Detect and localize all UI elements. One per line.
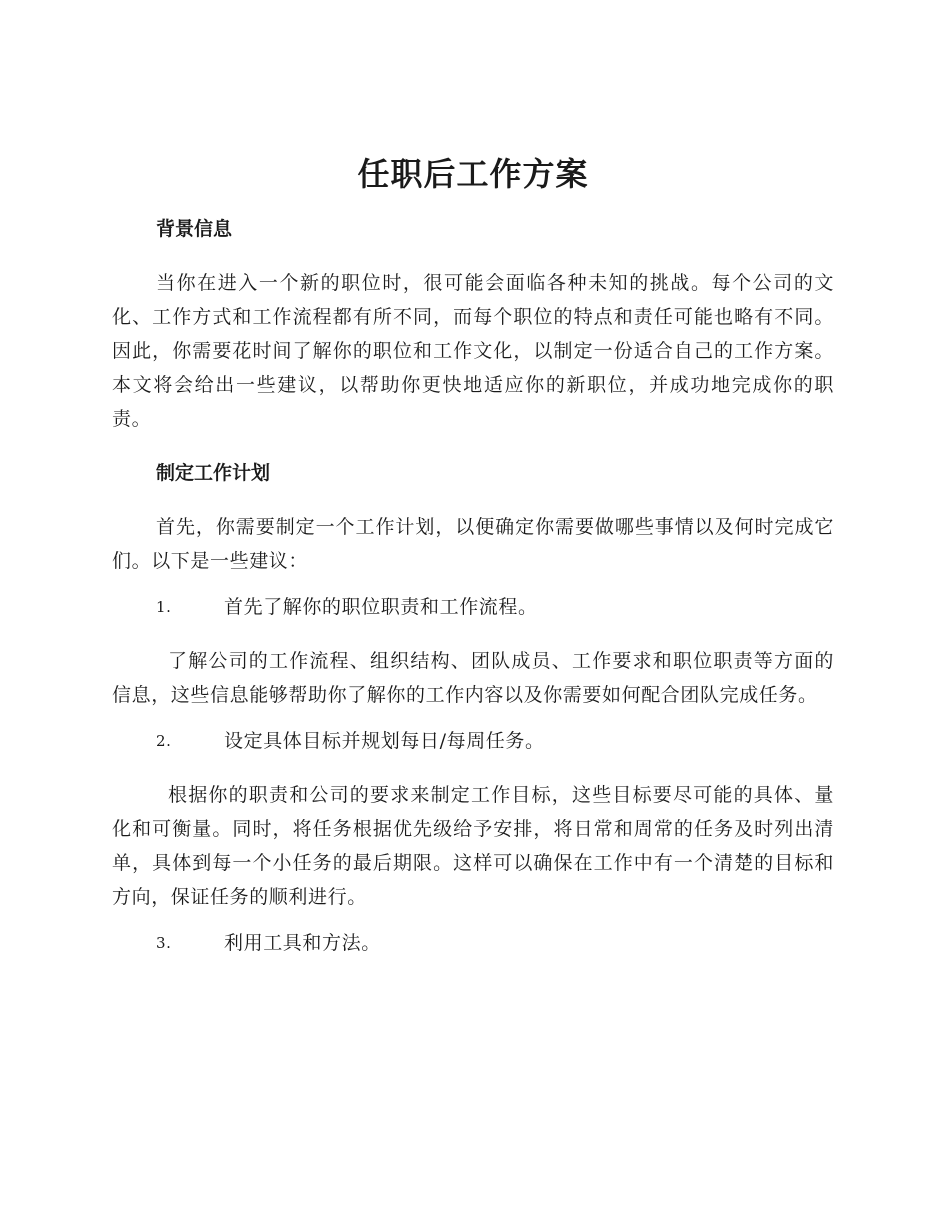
list-item <box>112 592 834 622</box>
list-number: 1. <box>156 598 172 616</box>
list-item-title: 利用工具和方法。 <box>224 932 381 954</box>
list-item <box>112 928 834 958</box>
section-heading: 制定工作计划 <box>156 462 271 484</box>
paragraph: 首先，你需要制定一个工作计划，以便确定你需要做哪些事情以及何时完成它们。以下是一些建议： <box>112 516 834 572</box>
document-page <box>112 150 834 980</box>
document-title: 任职后工作方案 <box>357 155 589 193</box>
list-item-title: 首先了解你的职位职责和工作流程。 <box>224 596 538 618</box>
list-number: 3. <box>156 934 172 952</box>
list-item <box>112 726 834 756</box>
paragraph: 了解公司的工作流程、组织结构、团队成员、工作要求和职位职责等方面的信息，这些信息能够帮助你了解你的工作内容以及你需要如何配合团队完成任务。 <box>112 650 834 706</box>
paragraph: 当你在进入一个新的职位时，很可能会面临各种未知的挑战。每个公司的文化、工作方式和工作流程都有所不同，而每个职位的特点和责任可能也略有不同。因此，你需要花时间了解你的职位和工作文化，以制定一份适合自己的工作方案。本文将会给出一些建议，以帮助你更快地适应你的新职位，并成功地完成你的职责。 <box>112 272 834 430</box>
section-background <box>112 214 834 436</box>
list-item-title: 设定具体目标并规划每日/每周任务。 <box>224 730 545 752</box>
paragraph: 根据你的职责和公司的要求来制定工作目标，这些目标要尽可能的具体、量化和可衡量。同时，将任务根据优先级给予安排，将日常和周常的任务及时列出清单，具体到每一个小任务的最后期限。这样可以确保在工作中有一个清楚的目标和方向，保证任务的顺利进行。 <box>112 784 834 908</box>
section-heading: 背景信息 <box>156 218 233 240</box>
section-work-plan <box>112 458 834 958</box>
list-number: 2. <box>156 732 172 750</box>
